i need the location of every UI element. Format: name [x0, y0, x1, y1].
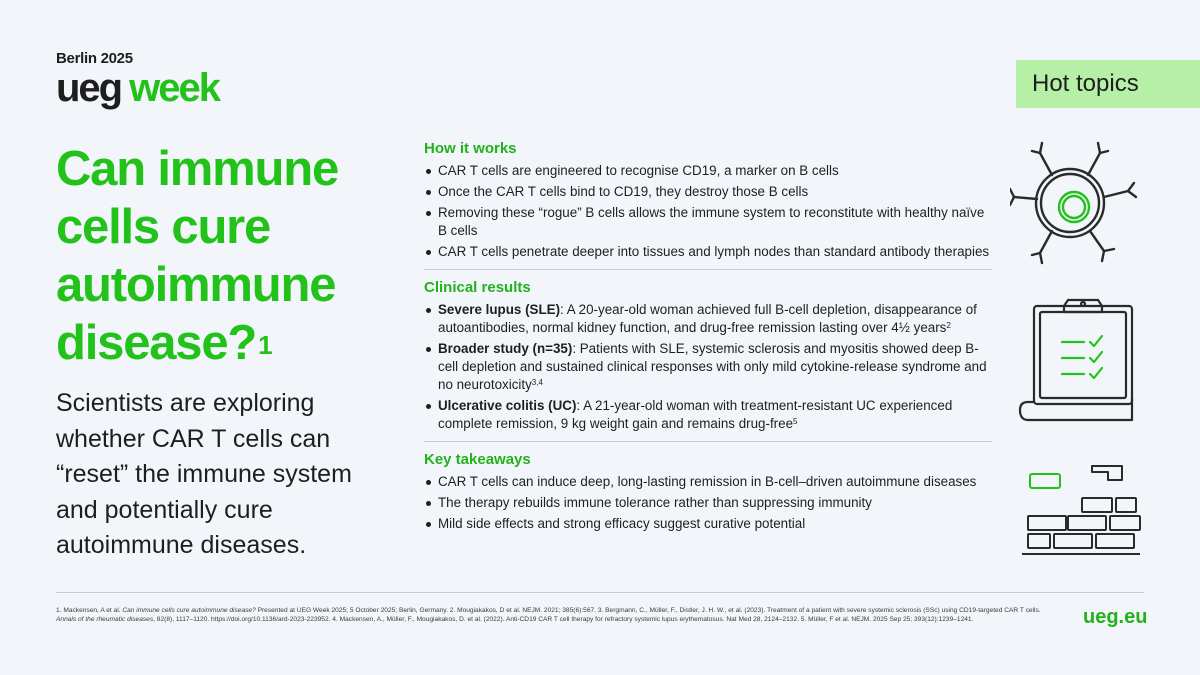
item-text: : A 21-year-old woman with treatment-resistant UC experienced complete remission, 9 kg weight gain and remains drug-free: [438, 398, 953, 431]
ref-text: Presented at UEG Week 2025; 5 October 2025; Berlin, Germany. 2. Mougiakakos, D et al. NEJM. 2021; 385(6):567. 3. Bergmann, C., Müller, F., Distler, J. H. W., et al. (2023). Treatment of a patient with severe systemic sclerosis (SSc) using CD19-targeted CAR T cells.: [255, 607, 1041, 614]
list-item: [424, 340, 992, 394]
hot-topics-badge: Hot topics: [1016, 60, 1200, 108]
content-column: [424, 140, 992, 536]
item-label: Ulcerative colitis (UC): [438, 398, 577, 413]
item-ref: 2: [946, 321, 951, 330]
page-title: [56, 140, 396, 372]
ref-journal: Annals of the rheumatic diseases: [56, 616, 154, 624]
subtitle: Scientists are exploring whether CAR T cells can “reset” the immune system and potentially cure autoimmune diseases.: [56, 389, 352, 559]
bullet-list: [424, 162, 992, 261]
divider: [424, 441, 992, 442]
list-item: [424, 301, 992, 337]
item-ref: 3,4: [531, 378, 543, 387]
section-title: How it works: [424, 140, 517, 157]
list-item: CAR T cells can induce deep, long-lasting remission in B-cell–driven autoimmune diseases: [424, 473, 992, 491]
logo-week: week: [129, 66, 219, 110]
section-title: Clinical results: [424, 279, 531, 296]
list-item: CAR T cells penetrate deeper into tissues and lymph nodes than standard antibody therapies: [424, 243, 992, 261]
list-item: CAR T cells are engineered to recognise CD19, a marker on B cells: [424, 162, 992, 180]
item-ref: 5: [793, 417, 798, 426]
ref-text: , 82(8), 1117–1120. https://doi.org/10.1136/ard-2023-223952. 4. Mackensen, A., Müller, F., Mougiakakos, D. et al. (2022). Anti-CD19 CAR T cell therapy for refractory systemic lupus erythematosus. Nat Med 28, 2124–2132. 5. Müller, F et al. NEJM. 2025 Sep 25; 393(12):1239–1241.: [153, 616, 974, 624]
item-label: Broader study (n=35): [438, 341, 573, 356]
references: [56, 606, 1056, 625]
clipboard-checklist-icon: [1012, 298, 1162, 426]
ref-text: 1. Mackensen, A et al.: [56, 607, 123, 614]
list-item: The therapy rebuilds immune tolerance rather than suppressing immunity: [424, 494, 992, 512]
section-how-it-works: [424, 140, 992, 261]
list-item: Once the CAR T cells bind to CD19, they destroy those B cells: [424, 183, 992, 201]
headline-text: Can immune cells cure autoimmune disease?: [56, 142, 339, 370]
website-link[interactable]: ueg.eu: [1083, 606, 1148, 628]
divider: [424, 269, 992, 270]
section-key-takeaways: [424, 451, 992, 533]
item-label: Severe lupus (SLE): [438, 302, 561, 317]
list-item: [424, 397, 992, 433]
item-text: : A 20-year-old woman achieved full B-cell depletion, disappearance of autoantibodies, normal kidney function, and drug-free remission lasting over 4½ years: [438, 302, 977, 335]
section-title: Key takeaways: [424, 451, 531, 468]
headline-ref: 1: [258, 330, 272, 360]
logo-ueg: ueg: [56, 66, 122, 110]
bullet-list: [424, 301, 992, 433]
logo-wordmark: [56, 64, 219, 112]
list-item: Removing these “rogue” B cells allows the immune system to reconstitute with healthy naïve B cells: [424, 204, 992, 240]
logo-year: Berlin 2025: [56, 50, 133, 67]
item-text: : Patients with SLE, systemic sclerosis and myositis showed deep B-cell depletion and sustained clinical responses with only mild cytokine-release syndrome and no neurotoxicity: [438, 341, 987, 392]
ref-title: Can immune cells cure autoimmune disease?: [122, 607, 256, 614]
footer-divider: [56, 592, 1144, 593]
immune-cell-icon: [1010, 135, 1160, 275]
list-item: Mild side effects and strong efficacy suggest curative potential: [424, 515, 992, 533]
rebuilding-bricks-icon: [1018, 462, 1148, 562]
bullet-list: [424, 473, 992, 533]
section-clinical-results: [424, 279, 992, 433]
ueg-week-logo: [56, 50, 256, 110]
